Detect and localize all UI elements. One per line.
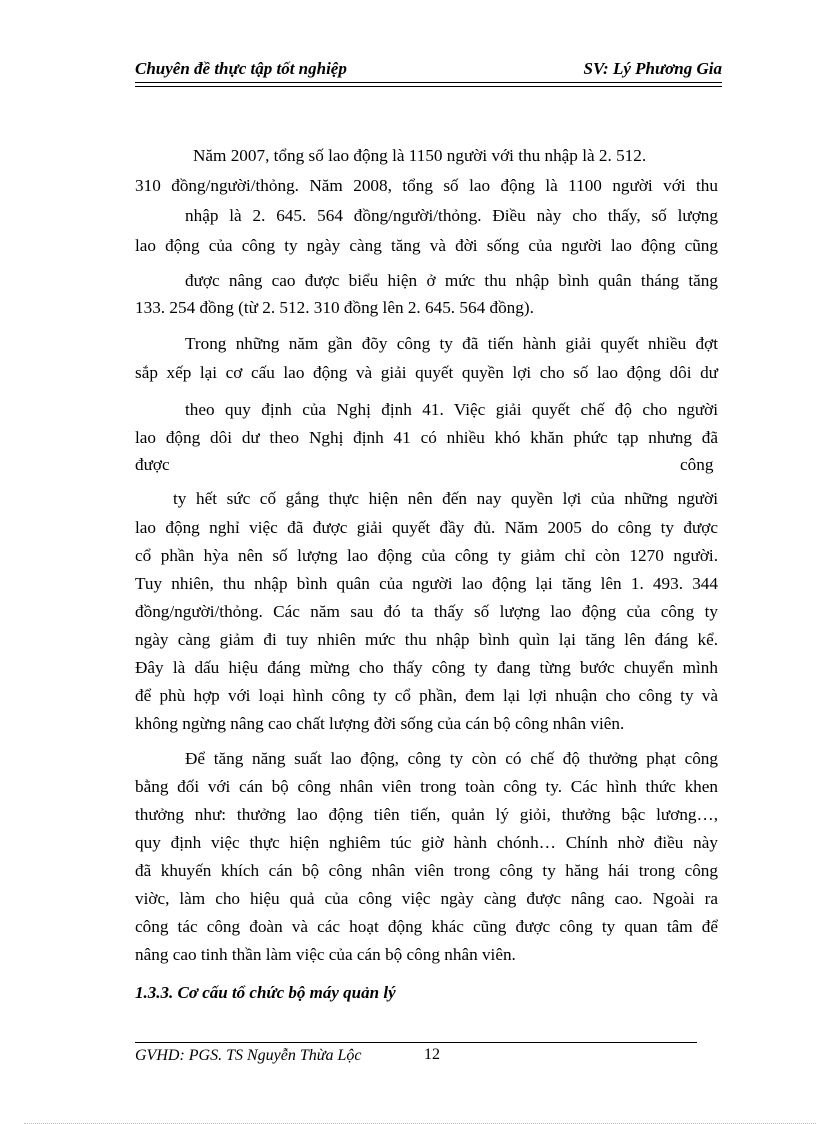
body-line: để phù hợp với loại hình công ty cổ phần, đem lại lợi nhuận cho công ty và xyxy=(135,686,718,705)
footer-supervisor: GVHD: PGS. TS Nguyễn Thừa Lộc xyxy=(135,1047,362,1064)
body-line: nâng cao tinh thần làm việc của cán bộ công nhân viên. xyxy=(135,945,516,964)
header-student-name: SV: Lý Phương Gia xyxy=(583,59,722,78)
body-line: Để tăng năng suất lao động, công ty còn có chế độ thưởng phạt công xyxy=(185,749,718,768)
body-line: sắp xếp lại cơ cấu lao động và giải quyết quyền lợi cho số lao động dôi dư xyxy=(135,363,718,382)
body-line: nhập là 2. 645. 564 đồng/người/thỏng. Điều này cho thấy, số lượng xyxy=(185,206,718,225)
body-line: công xyxy=(680,455,714,474)
body-line: lao động của công ty ngày càng tăng và đời sống của người lao động cũng xyxy=(135,236,718,255)
header-rule xyxy=(135,82,722,83)
body-line: cổ phần hỳa nên số lượng lao động của công ty giảm chỉ còn 1270 người. xyxy=(135,546,718,565)
footer-rule xyxy=(135,1042,697,1043)
header-document-title: Chuyên đề thực tập tốt nghiệp xyxy=(135,59,347,78)
body-line: được xyxy=(135,455,170,474)
body-line: đã khuyến khích cán bộ công nhân viên trong công ty hăng hái trong công xyxy=(135,861,718,880)
body-line: quy định việc thực hiện nghiêm túc giờ hành chónh… Chính nhờ điều này xyxy=(135,833,718,852)
body-line: bằng đối với cán bộ công nhân viên trong toàn công ty. Các hình thức khen xyxy=(135,777,718,796)
body-line: viờc, làm cho hiệu quả của công việc ngày càng được nâng cao. Ngoài ra xyxy=(135,889,718,908)
page-number: 12 xyxy=(424,1046,440,1063)
body-line: Đây là dấu hiệu đáng mừng cho thấy công ty đang từng bước chuyển mình xyxy=(135,658,718,677)
body-line: 133. 254 đồng (từ 2. 512. 310 đồng lên 2. 645. 564 đồng). xyxy=(135,298,534,317)
body-line: được nâng cao được biểu hiện ở mức thu nhập bình quân tháng tăng xyxy=(185,271,718,290)
page-header xyxy=(135,55,722,83)
body-line: thưởng như: thưởng lao động tiên tiến, quản lý giỏi, thưởng bậc lương…, xyxy=(135,805,718,824)
body-line: Trong những năm gần đõy công ty đã tiến hành giải quyết nhiều đợt xyxy=(185,334,718,353)
body-line: lao động dôi dư theo Nghị định 41 có nhiều khó khăn phức tạp nhưng đã xyxy=(135,428,718,447)
body-line: 310 đồng/người/thỏng. Năm 2008, tổng số lao động là 1100 người với thu xyxy=(135,176,718,195)
body-line: công tác công đoàn và các hoạt động khác cũng được công ty quan tâm để xyxy=(135,917,718,936)
header-rule-thin xyxy=(135,86,722,87)
body-line: ngày càng giảm đi tuy nhiên mức thu nhập bình quìn lại tăng lên đáng kể. xyxy=(135,630,718,649)
body-line: Tuy nhiên, thu nhập bình quân của người lao động lại tăng lên 1. 493. 344 xyxy=(135,574,718,593)
body-line: đồng/người/thỏng. Các năm sau đó ta thấy số lượng lao động của công ty xyxy=(135,602,718,621)
body-line: không ngừng nâng cao chất lượng đời sống của cán bộ công nhân viên. xyxy=(135,714,625,733)
body-line: Năm 2007, tổng số lao động là 1150 người với thu nhập là 2. 512. xyxy=(193,146,647,165)
section-heading: 1.3.3. Cơ cấu tổ chức bộ máy quản lý xyxy=(135,983,396,1002)
body-line: ty hết sức cố gắng thực hiện nên đến nay quyền lợi của những người xyxy=(173,489,718,508)
body-line: theo quy định của Nghị định 41. Việc giải quyết chế độ cho người xyxy=(185,400,718,419)
body-line: lao động nghỉ việc đã được giải quyết đầy đủ. Năm 2005 do công ty được xyxy=(135,518,718,537)
